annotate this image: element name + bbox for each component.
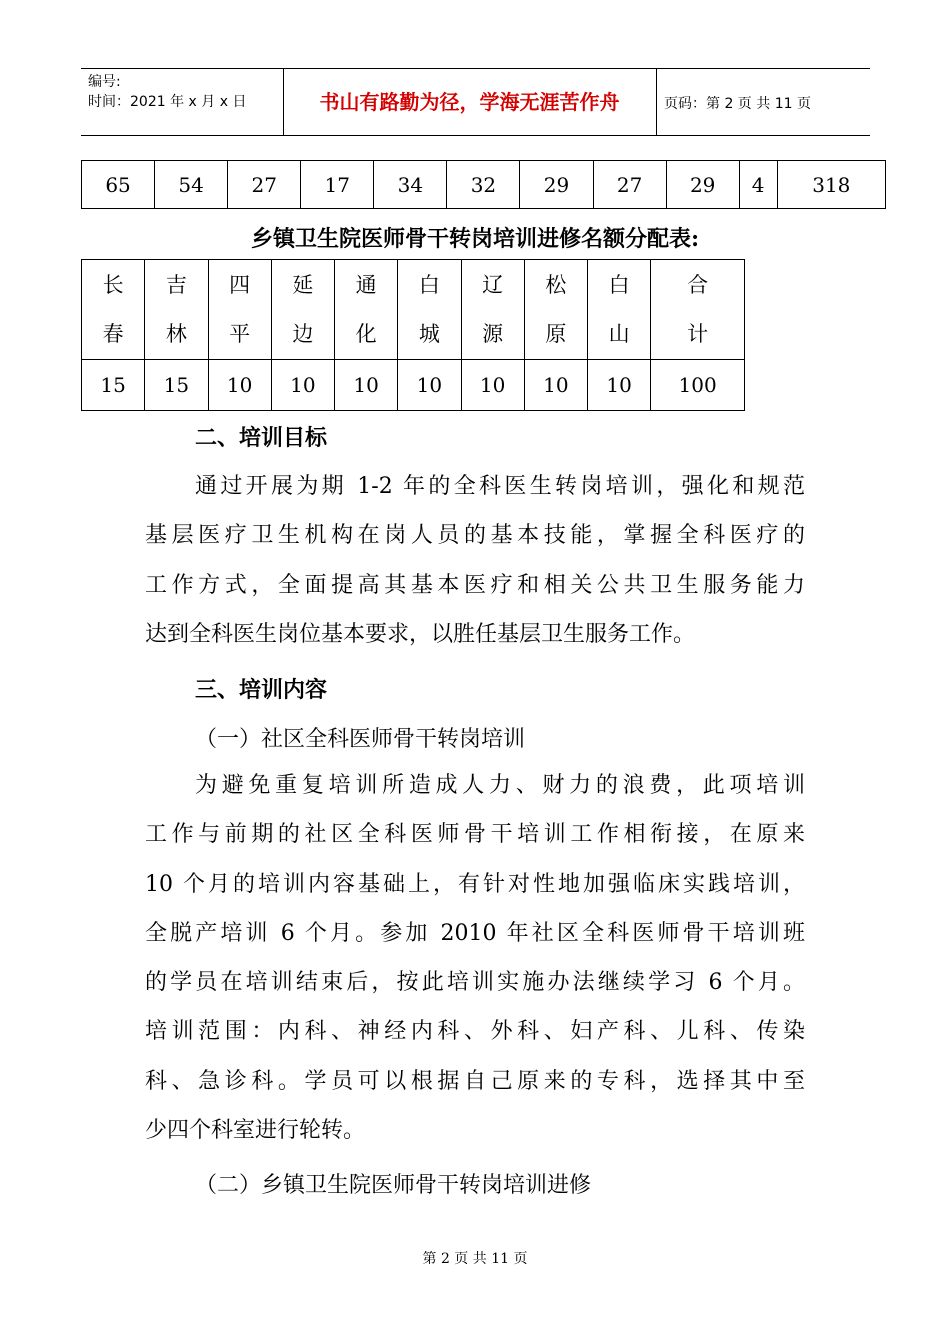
table-title: 乡镇卫生院医师骨干转岗培训进修名额分配表: (250, 226, 700, 252)
paragraph-line: 通过开展为期 1-2 年的全科医生转岗培训，强化和规范 (195, 474, 805, 499)
table-cell: 10 (461, 360, 524, 411)
table-cell: 34 (374, 161, 447, 209)
table-cell: 65 (82, 161, 155, 209)
header-cell-baishan (588, 260, 651, 360)
cell-char: 计 (687, 321, 709, 346)
quota-allocation-table (81, 259, 745, 411)
table-cell: 27 (593, 161, 666, 209)
table-cell: 10 (524, 360, 587, 411)
paragraph-line: 全脱产培训 6 个月。参加 2010 年社区全科医师骨干培训班 (145, 920, 805, 946)
community-paragraph (145, 761, 805, 1155)
header-cell-baicheng (398, 260, 461, 360)
table-row (82, 161, 886, 209)
table-cell: 29 (666, 161, 739, 209)
table-cell: 15 (82, 360, 145, 411)
cell-char: 边 (292, 321, 314, 346)
section-heading-content: 三、培训内容 (195, 677, 328, 703)
table-cell: 10 (208, 360, 271, 411)
cell-char: 城 (418, 321, 440, 346)
header-cell-yanbian (271, 260, 334, 360)
cell-char: 白 (418, 272, 440, 297)
table-cell: 54 (155, 161, 228, 209)
cell-char: 长 (102, 272, 124, 297)
cell-char: 通 (355, 272, 377, 297)
cell-char: 四 (229, 272, 251, 297)
cell-char: 辽 (482, 272, 504, 297)
table-cell: 15 (145, 360, 208, 411)
subsection-heading-township: （二）乡镇卫生院医师骨干转岗培训进修 (195, 1173, 592, 1198)
cell-char: 白 (608, 272, 630, 297)
subsection-heading-community: （一）社区全科医师骨干转岗培训 (195, 727, 526, 752)
table-row (82, 360, 745, 411)
table-cell: 10 (335, 360, 398, 411)
header-cell-changchun (82, 260, 145, 360)
cell-char: 原 (545, 321, 567, 346)
paragraph-line: 的学员在培训结束后，按此培训实施办法继续学习 6 个月。 (145, 970, 805, 996)
paragraph-line: 少四个科室进行轮转。 (145, 1118, 366, 1144)
header-time: 时间：2021 年 x 月 x 日 (88, 94, 247, 110)
header-cell-tonghua (335, 260, 398, 360)
paragraph-line: 培训范围：内科、神经内科、外科、妇产科、儿科、传染 (145, 1019, 805, 1045)
paragraph-line: 科、急诊科。学员可以根据自己原来的专科，选择其中至 (145, 1068, 805, 1094)
cell-char: 延 (292, 272, 314, 297)
header-cell-jilin (145, 260, 208, 360)
cell-char: 山 (608, 321, 630, 346)
table-cell: 100 (651, 360, 745, 411)
quota-table-continued (81, 160, 886, 209)
cell-char: 源 (482, 321, 504, 346)
header-number: 编号: (88, 74, 121, 90)
header-bottom-rule (81, 135, 870, 136)
paragraph-line: 基层医疗卫生机构在岗人员的基本技能，掌握全科医疗的 (145, 523, 805, 549)
cell-char: 吉 (165, 272, 187, 297)
cell-char: 合 (687, 272, 709, 297)
table-cell: 10 (588, 360, 651, 411)
table-cell: 10 (271, 360, 334, 411)
paragraph-line: 为避免重复培训所造成人力、财力的浪费，此项培训 (195, 773, 805, 798)
cell-char: 平 (229, 321, 251, 346)
cell-char: 林 (165, 321, 187, 346)
header-divider-right (656, 68, 657, 135)
table-cell: 32 (447, 161, 520, 209)
cell-char: 化 (355, 321, 377, 346)
page-footer: 第 2 页 共 11 页 (422, 1251, 528, 1267)
goals-paragraph (145, 462, 805, 659)
paragraph-line: 达到全科医生岗位基本要求，以胜任基层卫生服务工作。 (145, 621, 696, 647)
paragraph-line: 工作方式，全面提高其基本医疗和相关公共卫生服务能力 (145, 572, 805, 598)
paragraph-line: 10 个月的培训内容基础上，有针对性地加强临床实践培训， (145, 871, 805, 897)
section-heading-goals: 二、培训目标 (195, 425, 328, 451)
header-cell-songyuan (524, 260, 587, 360)
header-meta (88, 72, 246, 112)
table-header-row (82, 260, 745, 360)
header-motto: 书山有路勤为径，学海无涯苦作舟 (319, 90, 620, 114)
header-cell-siping (208, 260, 271, 360)
table-cell: 318 (777, 161, 885, 209)
header-page-label: 页码：第 2 页 共 11 页 (664, 96, 811, 112)
table-cell: 10 (398, 360, 461, 411)
table-cell: 17 (301, 161, 374, 209)
cell-char: 松 (545, 272, 567, 297)
header-top-rule (81, 68, 870, 69)
cell-char: 春 (102, 321, 124, 346)
table-cell: 4 (739, 161, 777, 209)
header-cell-total (651, 260, 745, 360)
header-cell-liaoyuan (461, 260, 524, 360)
paragraph-line: 工作与前期的社区全科医师骨干培训工作相衔接，在原来 (145, 822, 805, 848)
table-cell: 29 (520, 161, 593, 209)
table-cell: 27 (228, 161, 301, 209)
